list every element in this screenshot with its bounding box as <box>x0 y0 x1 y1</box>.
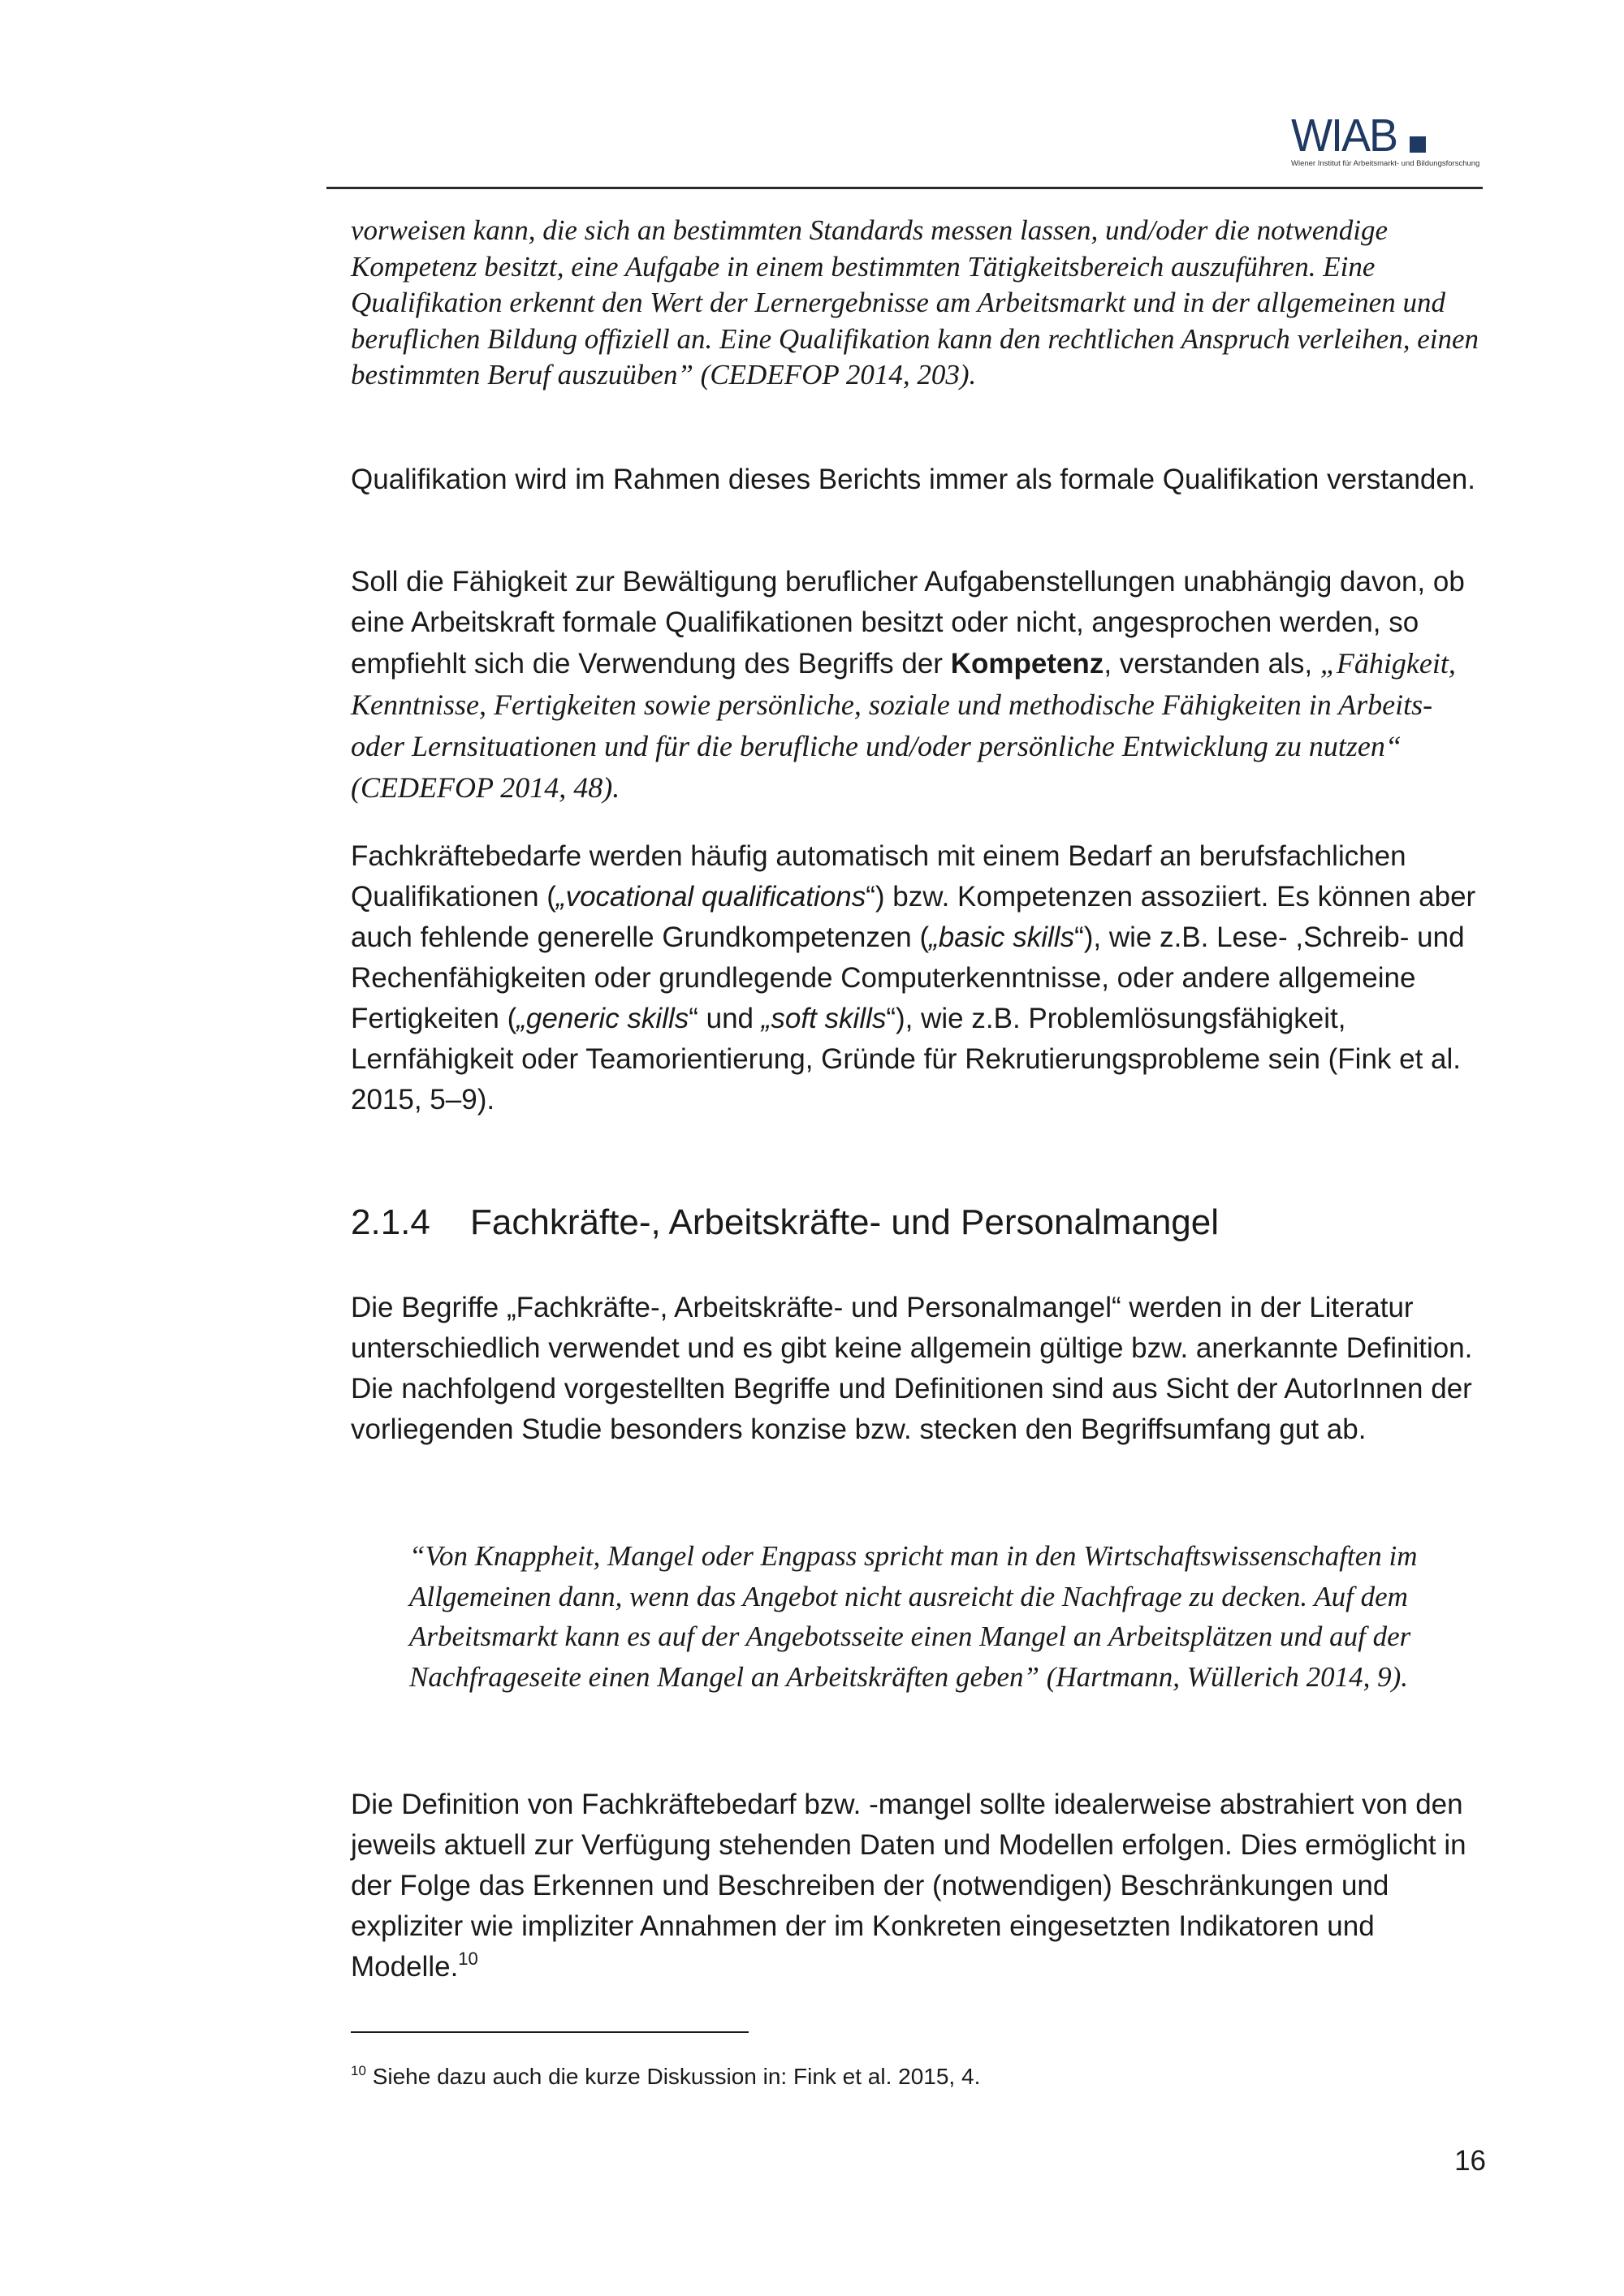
fach-emph-soft: „soft skills <box>761 1003 887 1034</box>
fach-emph-generic: „generic skills <box>516 1003 689 1034</box>
paragraph-begriffe: Die Begriffe „Fachkräfte-, Arbeitskräfte- und Personalmangel“ werden in der Literatur unterschiedlich verwendet und es gibt keine allgemein gültige bzw. anerkannte Definition. Die nachfolgend vorgestellten Begriffe und Definitionen sind aus Sicht der AutorInnen der vorliegenden Studie besonders konzise bzw. stecken den Begriffsumfang gut ab. <box>351 1292 1473 1445</box>
paragraph-kompetenz <box>351 562 1488 809</box>
logo-subtitle: Wiener Institut für Arbeitsmarkt- und Bildungsforschung <box>1291 159 1480 168</box>
fach-emph-basic: „basic skills <box>929 921 1075 953</box>
fach-emph-vocational: „vocational qualifications <box>555 881 866 913</box>
quote-cedefop-qualifikation: vorweisen kann, die sich an bestimmten Standards messen lassen, und/oder die notwendige Kompetenz besitzt, eine Aufgabe in einem bestimmten Tätigkeitsbereich auszuführen. Eine Qualifikation erkennt den Wert der Lernergebnisse am Arbeitsmarkt und in der allgemeinen und beruflichen Bildung offiziell an. Eine Qualifikation kann den rechtlichen Anspruch verleihen, einen bestimmten Beruf auszuüben” (CEDEFOP 2014, 203). <box>351 214 1479 391</box>
logo-wordmark: WIAB <box>1291 110 1397 162</box>
paragraph-fachkraeftebedarfe <box>351 836 1488 1120</box>
wiab-logo <box>1291 110 1480 177</box>
fach-text-2: “) bzw. Kompetenzen assoziiert. Es können aber auch fehlende generelle Grundkompetenzen ( <box>351 881 1476 953</box>
logo-square-mark <box>1410 136 1426 153</box>
header-rule <box>326 187 1483 189</box>
paragraph-definition <box>351 1785 1488 1987</box>
page-number: 16 <box>1454 2145 1486 2177</box>
quote-hartmann: “Von Knappheit, Mangel oder Engpass spricht man in den Wirtschaftswissenschaften im Allgemeinen dann, wenn das Angebot nicht ausreicht die Nachfrage zu decken. Auf dem Arbeitsmarkt kann es auf der Angebotsseite einen Mangel an Arbeitsplätzen und auf der Nachfrageseite einen Mangel an Arbeitskräften geben” (Hartmann, Wüllerich 2014, 9). <box>409 1540 1418 1693</box>
kompetenz-mid: , verstanden als, <box>1104 648 1320 680</box>
kompetenz-quote: „Fähigkeit, Kenntnisse, Fertigkeiten sowie persönliche, soziale und methodische Fähigkeiten in Arbeits- oder Lernsituationen und für die berufliche und/oder persönliche Entwicklung zu nutzen“ (CEDEFOP 2014, 48). <box>351 647 1456 804</box>
fach-text-1: Fachkräftebedarfe werden häufig automatisch mit einem Bedarf an berufsfachlichen Qualifikationen ( <box>351 840 1406 913</box>
footnote-reference[interactable]: 10 <box>458 1949 478 1969</box>
paragraph-qualifikation: Qualifikation wird im Rahmen dieses Berichts immer als formale Qualifikation verstanden. <box>351 464 1475 495</box>
fach-text-4: “ und <box>689 1003 762 1034</box>
fach-text-3: “), wie z.B. Lese- ,Schreib- und Rechenfähigkeiten oder grundlegende Computerkenntnisse, oder andere allgemeine Fertigkeiten ( <box>351 921 1465 1034</box>
footnote-separator <box>351 2031 749 2033</box>
section-heading <box>351 1200 1219 1245</box>
kompetenz-intro: Soll die Fähigkeit zur Bewältigung beruflicher Aufgabenstellungen unabhängig davon, ob eine Arbeitskraft formale Qualifikationen besitzt oder nicht, angesprochen werden, so empfiehlt sich die Verwendung des Begriffs der <box>351 566 1465 680</box>
section-title: Fachkräfte-, Arbeitskräfte- und Personalmangel <box>470 1202 1220 1242</box>
fach-text-5: “), wie z.B. Problemlösungsfähigkeit, Lernfähigkeit oder Teamorientierung, Gründe für Rekrutierungsprobleme sein (Fink et al. 2015, 5–9). <box>351 1003 1462 1116</box>
footnote-text: Siehe dazu auch die kurze Diskussion in: Fink et al. 2015, 4. <box>365 2064 981 2089</box>
definition-text: Die Definition von Fachkräftebedarf bzw. -mangel sollte idealerweise abstrahiert von den jeweils aktuell zur Verfügung stehenden Daten und Modellen erfolgen. Dies ermöglicht in der Folge das Erkennen und Beschreiben der (notwendigen) Beschränkungen und expliziter wie impliziter Annahmen der im Konkreten eingesetzten Indikatoren und Modelle. <box>351 1789 1466 1983</box>
section-number: 2.1.4 <box>351 1202 430 1242</box>
kompetenz-term: Kompetenz <box>950 648 1104 680</box>
footnote <box>351 2062 980 2091</box>
footnote-number: 10 <box>351 2063 366 2078</box>
